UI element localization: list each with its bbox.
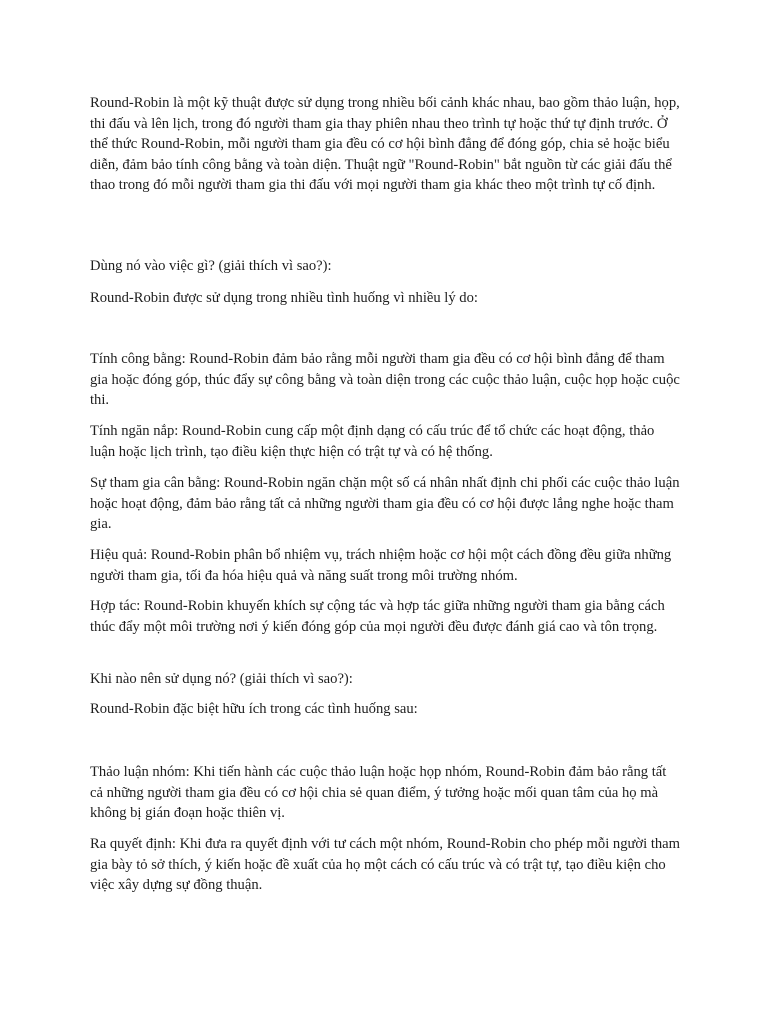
why-heading: Dùng nó vào việc gì? (giải thích vì sao?): bbox=[90, 258, 332, 274]
situation-paragraph-decision-making: Ra quyết định: Khi đưa ra quyết định với tư cách một nhóm, Round-Robin cho phép mỗi người tham gia bày tỏ sở thích, ý kiến hoặc đề xuất của họ một cách có cấu trúc và có trật tự, tạo điều kiện cho việc xây dựng sự đồng thuận. bbox=[90, 836, 680, 893]
reason-paragraph-fairness: Tính công bằng: Round-Robin đảm bảo rằng mỗi người tham gia đều có cơ hội bình đẳng để tham gia hoặc đóng góp, thúc đẩy sự công bằng và toàn diện trong các cuộc thảo luận, cuộc họp hoặc cuộc thi. bbox=[90, 351, 680, 408]
when-heading: Khi nào nên sử dụng nó? (giải thích vì sao?): bbox=[90, 671, 353, 687]
reason-paragraph-collaboration: Hợp tác: Round-Robin khuyến khích sự cộng tác và hợp tác giữa những người tham gia bằng cách thúc đẩy một môi trường nơi ý kiến đóng góp của mọi người đều được đánh giá cao và tôn trọng. bbox=[90, 598, 665, 635]
intro-paragraph: Round-Robin là một kỹ thuật được sử dụng trong nhiều bối cảnh khác nhau, bao gồm thảo luận, họp, thi đấu và lên lịch, trong đó người tham gia thay phiên nhau theo trình tự hoặc thứ tự định trước. Ở thể thức Round-Robin, mỗi người tham gia đều có cơ hội bình đẳng để đóng góp, chia sẻ hoặc biểu diễn, đảm bảo tính công bằng và toàn diện. Thuật ngữ "Round-Robin" bắt nguồn từ các giải đấu thể thao trong đó mỗi người tham gia thi đấu với mọi người tham gia khác theo một trình tự cố định. bbox=[90, 95, 680, 193]
reason-paragraph-efficiency: Hiệu quả: Round-Robin phân bổ nhiệm vụ, trách nhiệm hoặc cơ hội một cách đồng đều giữa những người tham gia, tối đa hóa hiệu quả và năng suất trong môi trường nhóm. bbox=[90, 547, 672, 584]
situation-paragraph-group-discussion: Thảo luận nhóm: Khi tiến hành các cuộc thảo luận hoặc họp nhóm, Round-Robin đảm bảo rằng tất cả những người tham gia đều có cơ hội chia sẻ quan điểm, ý tưởng hoặc mối quan tâm của họ mà không bị gián đoạn hoặc thiên vị. bbox=[90, 764, 667, 821]
reason-paragraph-orderliness: Tính ngăn nắp: Round-Robin cung cấp một định dạng có cấu trúc để tổ chức các hoạt động, thảo luận hoặc lịch trình, tạo điều kiện thực hiện có trật tự và có hệ thống. bbox=[90, 423, 655, 460]
reason-paragraph-balanced-participation: Sự tham gia cân bằng: Round-Robin ngăn chặn một số cá nhân nhất định chi phối các cuộc thảo luận hoặc hoạt động, đảm bảo rằng tất cả những người tham gia đều có cơ hội được lắng nghe hoặc tham gia. bbox=[90, 475, 680, 532]
when-intro: Round-Robin đặc biệt hữu ích trong các tình huống sau: bbox=[90, 701, 418, 717]
why-intro: Round-Robin được sử dụng trong nhiều tình huống vì nhiều lý do: bbox=[90, 290, 478, 306]
